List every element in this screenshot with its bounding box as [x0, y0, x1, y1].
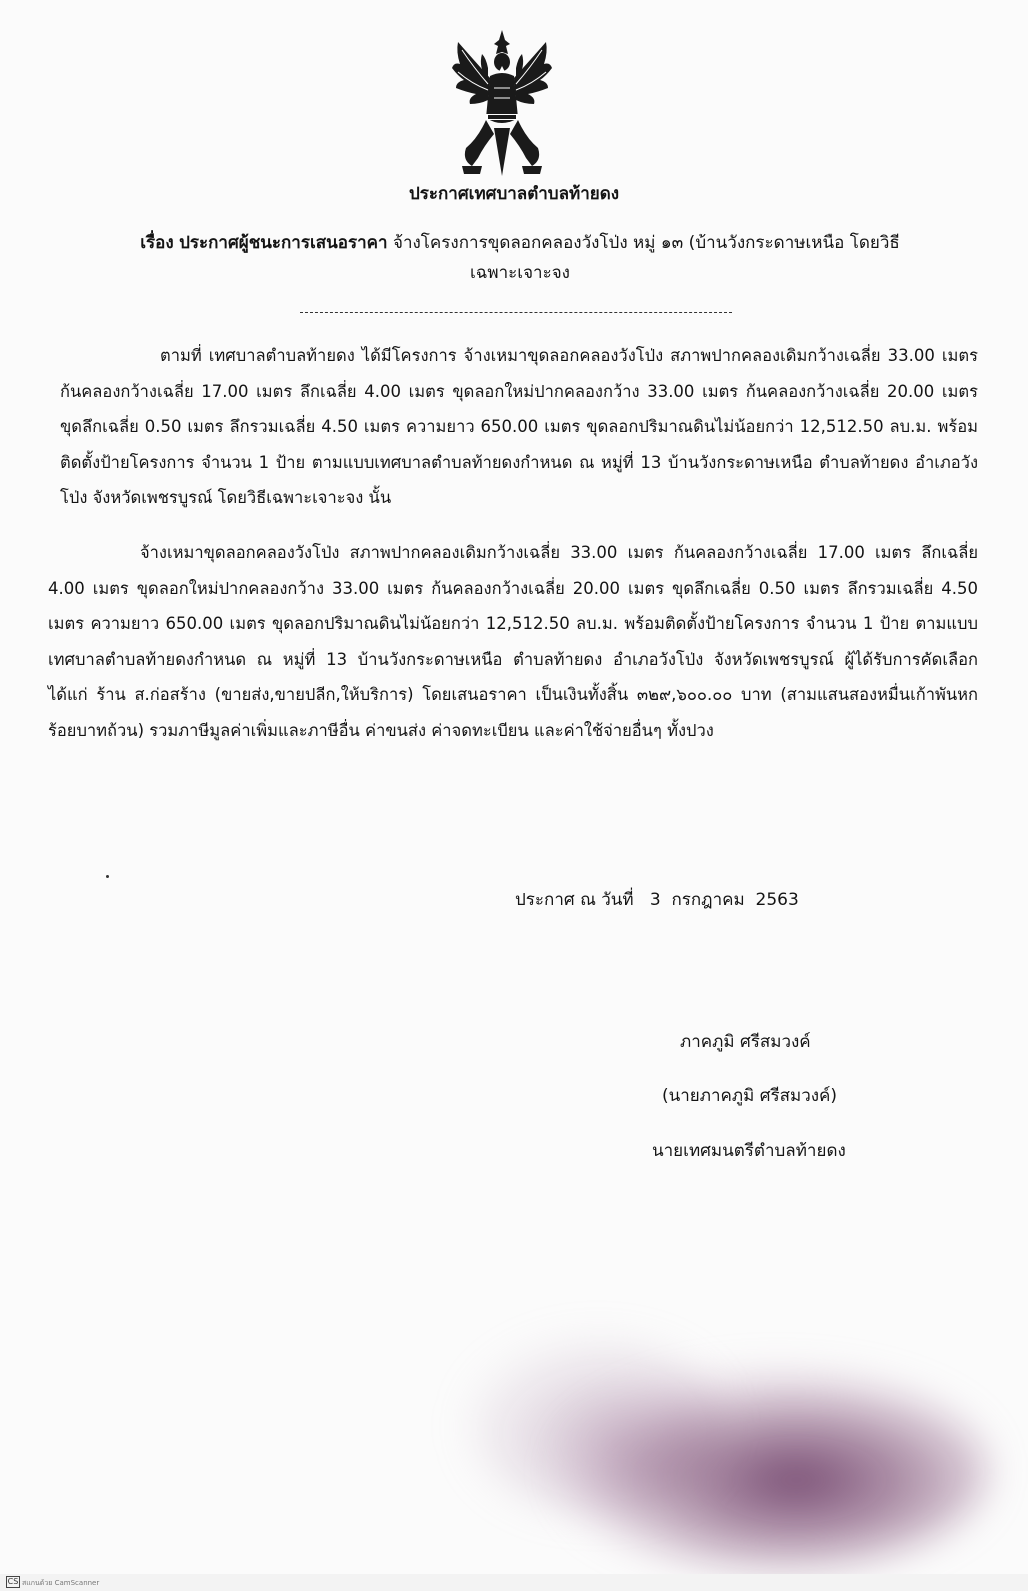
- subject-label: เรื่อง: [140, 233, 174, 253]
- subject-detail: จ้างโครงการขุดลอกคลองวังโป่ง หมู่ ๑๓ (บ้านวังกระดาษเหนือ โดยวิธี: [392, 233, 900, 253]
- signature-full-name: (นายภาคภูมิ ศรีสมวงค์): [662, 1086, 838, 1106]
- announcement-date: ประกาศ ณ วันที่ 3 กรกฎาคม 2563: [515, 890, 799, 910]
- camscanner-watermark: สแกนด้วย CamScanner: [22, 1579, 100, 1587]
- document-subject: [100, 228, 940, 288]
- garuda-emblem-icon: [448, 28, 556, 178]
- stray-mark: [106, 875, 109, 878]
- subject-line-2: เฉพาะเจาะจง: [470, 263, 570, 283]
- dashed-divider: [300, 312, 732, 313]
- blurred-stamp: [560, 1370, 990, 1570]
- signature-name: ภาคภูมิ ศรีสมวงค์: [680, 1032, 811, 1052]
- subject-heading: ประกาศผู้ชนะการเสนอราคา: [179, 233, 388, 253]
- document-title: ประกาศเทศบาลตำบลท้ายดง: [408, 184, 620, 204]
- body-paragraph-1: ตามที่ เทศบาลตำบลท้ายดง ได้มีโครงการ จ้างเหมาขุดลอกคลองวังโป่ง สภาพปากคลองเดิมกว้างเฉลี่ย 33.00 เมตร ก้นคลองกว้างเฉลี่ย 17.00 เมตร ลึกเฉลี่ย 4.00 เมตร ขุดลอกใหม่ปากคลองกว้าง 33.00 เมตร ก้นคลองกว้างเฉลี่ย 20.00 เมตร ขุดลึกเฉลี่ย 0.50 เมตร ลึกรวมเฉลี่ย 4.50 เมตร ความยาว 650.00 เมตร ขุดลอกปริมาณดินไม่น้อยกว่า 12,512.50 ลบ.ม. พร้อมติดตั้งป้ายโครงการ จำนวน 1 ป้าย ตามแบบเทศบาลตำบลท้ายดงกำหนด ณ หมู่ที่ 13 บ้านวังกระดาษเหนือ ตำบลท้ายดง อำเภอวังโป่ง จังหวัดเพชรบูรณ์ โดยวิธีเฉพาะเจาะจง นั้น: [60, 346, 978, 507]
- scan-bottom-edge: [0, 1574, 1028, 1591]
- body-paragraph-2: จ้างเหมาขุดลอกคลองวังโป่ง สภาพปากคลองเดิมกว้างเฉลี่ย 33.00 เมตร ก้นคลองกว้างเฉลี่ย 17.00 เมตร ลึกเฉลี่ย 4.00 เมตร ขุดลอกใหม่ปากคลองกว้าง 33.00 เมตร ก้นคลองกว้างเฉลี่ย 20.00 เมตร ขุดลึกเฉลี่ย 0.50 เมตร ลึกรวมเฉลี่ย 4.50 เมตร ความยาว 650.00 เมตร ขุดลอกปริมาณดินไม่น้อยกว่า 12,512.50 ลบ.ม. พร้อมติดตั้งป้ายโครงการ จำนวน 1 ป้าย ตามแบบเทศบาลตำบลท้ายดงกำหนด ณ หมู่ที่ 13 บ้านวังกระดาษเหนือ ตำบลท้ายดง อำเภอวังโป่ง จังหวัดเพชรบูรณ์ ผู้ได้รับการคัดเลือก ได้แก่ ร้าน ส.ก่อสร้าง (ขายส่ง,ขายปลีก,ให้บริการ) โดยเสนอราคา เป็นเงินทั้งสิ้น ๓๒๙,๖๐๐.๐๐ บาท (สามแสนสองหมื่นเก้าพันหกร้อยบาทถ้วน) รวมภาษีมูลค่าเพิ่มและภาษีอื่น ค่าขนส่ง ค่าจดทะเบียน และค่าใช้จ่ายอื่นๆ ทั้งปวง: [48, 543, 978, 740]
- signature-position: นายเทศมนตรีตำบลท้ายดง: [652, 1141, 846, 1161]
- camscanner-logo-icon: CS: [7, 1577, 19, 1586]
